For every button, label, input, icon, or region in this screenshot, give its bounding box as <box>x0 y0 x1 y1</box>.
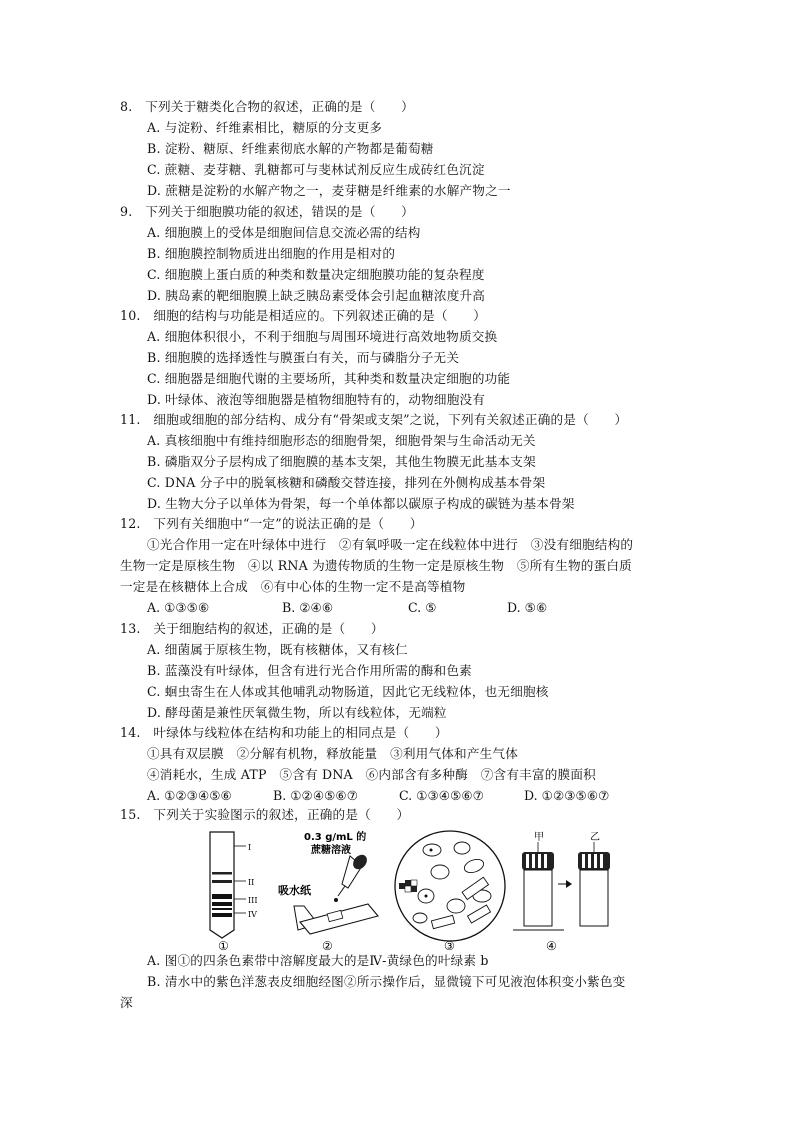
q9-option-a: A. 细胞膜上的受体是细胞间信息交流必需的结构 <box>147 225 421 240</box>
microscope-field-panel <box>395 831 505 952</box>
q8-option-c: C. 蔗糖、麦芽糖、乳糖都可与斐林试剂反应生成砖红色沉淀 <box>147 162 485 177</box>
q11-option-b: B. 磷脂双分子层构成了细胞膜的基本支架，其他生物膜无此基本支架 <box>147 454 536 469</box>
q13-option-c: C. 蛔虫寄生在人体或其他哺乳动物肠道，因此它无线粒体，也无细胞核 <box>147 684 549 699</box>
q10-stem: 10. 细胞的结构与功能是相适应的。下列叙述正确的是（ ） <box>120 308 487 323</box>
q9-option-d: D. 胰岛素的靶细胞膜上缺乏胰岛素受体会引起血糖浓度升高 <box>147 288 486 303</box>
q14-option-b: B. ①②④⑤⑥⑦ <box>273 788 359 803</box>
caption-3: ③ <box>444 939 455 952</box>
q11-stem: 11. 细胞或细胞的部分结构、成分有“骨架或支架”之说，下列有关叙述正确的是（ ） <box>120 412 628 427</box>
q12-statement-line2: 生物一定是原核生物 ④以 RNA 为遗传物质的生物一定是原核生物 ⑤所有生物的蛋白质 <box>120 558 632 573</box>
q12-stem: 12. 下列有关细胞中“一定”的说法正确的是（ ） <box>120 516 423 531</box>
caption-1: ① <box>218 939 229 952</box>
caption-2: ② <box>322 939 333 952</box>
bottle-jia-label: 甲 <box>534 832 544 843</box>
caption-4: ④ <box>546 939 557 952</box>
q8-option-a: A. 与淀粉、纤维素相比，糖原的分支更多 <box>147 120 383 135</box>
q10-option-c: C. 细胞器是细胞代谢的主要场所，其种类和数量决定细胞的功能 <box>147 371 511 386</box>
band-label-iii: III <box>248 896 258 905</box>
q12-option-c: C. ⑤ <box>408 600 437 615</box>
q14-statement-line2: ④消耗水，生成 ATP ⑤含有 DNA ⑥内部含有多种酶 ⑦含有丰富的膜面积 <box>147 767 596 782</box>
band-label-iv: IV <box>248 910 257 919</box>
sucrose-label-line2: 蔗糖溶液 <box>311 845 351 856</box>
q15-option-b-line1: B. 清水中的紫色洋葱表皮细胞经图②所示操作后，显微镜下可见液泡体积变小紫色变 <box>147 974 626 989</box>
q14-option-d: D. ①②③⑤⑥⑦ <box>524 788 610 803</box>
q11-option-d: D. 生物大分子以单体为骨架，每一个单体都以碳原子构成的碳链为基本骨架 <box>147 496 575 511</box>
q13-option-b: B. 蓝藻没有叶绿体，但含有进行光合作用所需的酶和色素 <box>147 663 472 678</box>
chromatography-strip <box>210 832 257 952</box>
q11-option-c: C. DNA 分子中的脱氧核糖和磷酸交替连接，排列在外侧构成基本骨架 <box>147 475 546 490</box>
band-label-ii: II <box>248 878 255 887</box>
experiment-figure <box>200 826 620 952</box>
q9-stem: 9. 下列关于细胞膜功能的叙述，错误的是（ ） <box>120 204 414 219</box>
q13-option-a: A. 细菌属于原核生物，既有核糖体，又有核仁 <box>147 642 408 657</box>
sucrose-label-line1: 0.3 g/mL 的 <box>304 832 367 843</box>
slide-dropper-panel <box>278 830 378 952</box>
q14-statement-line1: ①具有双层膜 ②分解有机物，释放能量 ③利用气体和产生气体 <box>147 746 519 761</box>
q12-statement-line1: ①光合作用一定在叶绿体中进行 ②有氧呼吸一定在线粒体中进行 ③没有细胞结构的 <box>147 537 634 552</box>
q13-stem: 13. 关于细胞结构的叙述，正确的是（ ） <box>120 621 384 636</box>
q8-stem: 8. 下列关于糖类化合物的叙述，正确的是（ ） <box>120 99 414 114</box>
q12-statement-line3: 一定是在核糖体上合成 ⑥有中心体的生物一定不是高等植物 <box>120 579 466 594</box>
q14-option-a: A. ①②③④⑤⑥ <box>147 788 232 803</box>
q10-option-a: A. 细胞体积很小，不利于细胞与周围环境进行高效地物质交换 <box>147 329 498 344</box>
band-label-i: I <box>248 843 252 852</box>
q8-option-b: B. 淀粉、糖原、纤维素彻底水解的产物都是葡萄糖 <box>147 141 434 156</box>
q12-option-b: B. ②④⑥ <box>282 600 334 615</box>
q12-option-a: A. ①③⑤⑥ <box>147 600 210 615</box>
q11-option-a: A. 真核细胞中有维持细胞形态的细胞骨架，细胞骨架与生命活动无关 <box>147 433 536 448</box>
q12-option-d: D. ⑤⑥ <box>507 600 548 615</box>
q14-option-c: C. ①③④⑤⑥⑦ <box>399 788 484 803</box>
q14-stem: 14. 叶绿体与线粒体在结构和功能上的相同点是（ ） <box>120 725 448 740</box>
blotting-paper-label: 吸水纸 <box>278 884 311 897</box>
q9-option-c: C. 细胞膜上蛋白质的种类和数量决定细胞膜功能的复杂程度 <box>147 267 485 282</box>
q15-stem: 15. 下列关于实验图示的叙述，正确的是（ ） <box>120 807 410 822</box>
q15-option-b-line2: 深 <box>120 995 133 1010</box>
q10-option-b: B. 细胞膜的选择透性与膜蛋白有关，而与磷脂分子无关 <box>147 350 460 365</box>
q9-option-b: B. 细胞膜控制物质进出细胞的作用是相对的 <box>147 246 396 261</box>
bottle-yi-label: 乙 <box>590 832 600 843</box>
q13-option-d: D. 酵母菌是兼性厌氧微生物，所以有线粒体，无端粒 <box>147 705 447 720</box>
q10-option-d: D. 叶绿体、液泡等细胞器是植物细胞特有的，动物细胞没有 <box>147 392 486 407</box>
q15-option-a: A. 图①的四条色素带中溶解度最大的是Ⅳ-黄绿色的叶绿素 b <box>147 953 489 968</box>
q8-option-d: D. 蔗糖是淀粉的水解产物之一，麦芽糖是纤维素的水解产物之一 <box>147 183 511 198</box>
bottle-panel <box>513 831 610 952</box>
